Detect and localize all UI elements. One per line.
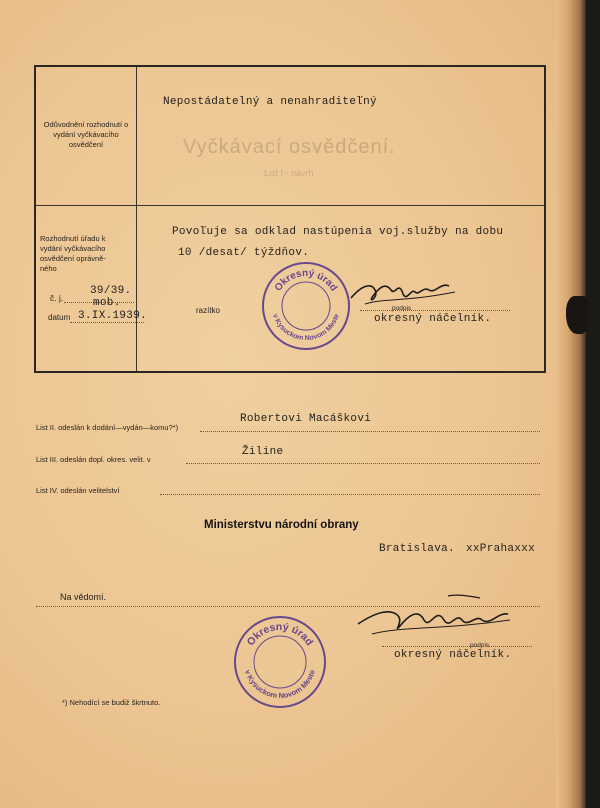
page-edge [556,0,586,808]
justification-value: Nepostádatelný a nenahraditeľný [163,96,377,108]
datum-line [70,322,144,323]
place-typed: Bratislava. [379,543,455,555]
list4-line [160,494,540,495]
table-divider-horizontal [36,205,544,206]
decision-value-line1: Povoľuje sa odklad nastúpenia voj.služby na dobu [172,226,504,238]
cj-label: č. j. [50,293,64,303]
decision-value-line2: 10 /desat/ týždňov. [178,247,310,259]
list2-line [200,431,540,432]
cj-value: 39/39. [90,285,132,297]
decision-label: Rozhodnutí úřadu k vydání vyčkávacího osvědčení oprávně-ného [40,234,106,273]
svg-text:Okresný úrad [273,268,339,293]
svg-text:v Kysuckom Novom Meste [271,313,341,342]
stamp-1-top-text: Okresný úrad [272,267,340,294]
datum-value: 3.IX.1939. [78,310,148,322]
bleed-through-title: Vyčkávací osvědčení. [183,136,396,158]
page-tear [566,296,588,334]
signer-title-2: okresný náčelník. [394,649,512,661]
datum-label: datum [48,313,71,322]
bleed-through-subtitle: List I - návrh [264,168,314,178]
podpis-label-1: podpis [392,305,412,312]
list3-line [186,463,540,464]
list3-value: Žiline [242,446,284,458]
stamp-2-top-text: Okresný úrad [244,620,316,649]
place-struck: xxPrahaxxx [466,543,536,555]
list3-label: List III. odeslán dopl. okres. velit. v [36,455,151,464]
svg-text:Okresný úrad [245,621,316,648]
list4-label: List IV. odeslán velitelství [36,486,120,495]
stamp-1-bottom-text: v Kysuckom Novom Meste [271,313,341,343]
podpis-label-2: podpis [470,642,490,649]
justification-label: Odůvodnění rozhodnutí o vydání vyčkávacího osvědčení [43,120,129,149]
list2-label: List II. odeslán k dodání—vydán—komu?*) [36,423,179,432]
razitko-label: razítko [196,306,221,315]
ministry-recipient: Ministerstvu národní obrany [204,519,359,531]
cj-sub: mob. [93,297,121,309]
official-stamp-1 [262,262,350,350]
table-divider-vertical [136,67,137,371]
footnote: *) Nehodící se budiž škrtnuto. [62,698,161,707]
na-vedomi: Na vědomí. [60,592,107,602]
list2-value: Robertovi Macáškovi [240,413,372,425]
signer-title-1: okresný náčelník. [374,313,492,325]
stamp-2-bottom-text: v Kysuckom Novom Meste [243,668,317,701]
official-stamp-2 [234,616,326,708]
svg-text:v Kysuckom Novom Meste [243,669,317,700]
